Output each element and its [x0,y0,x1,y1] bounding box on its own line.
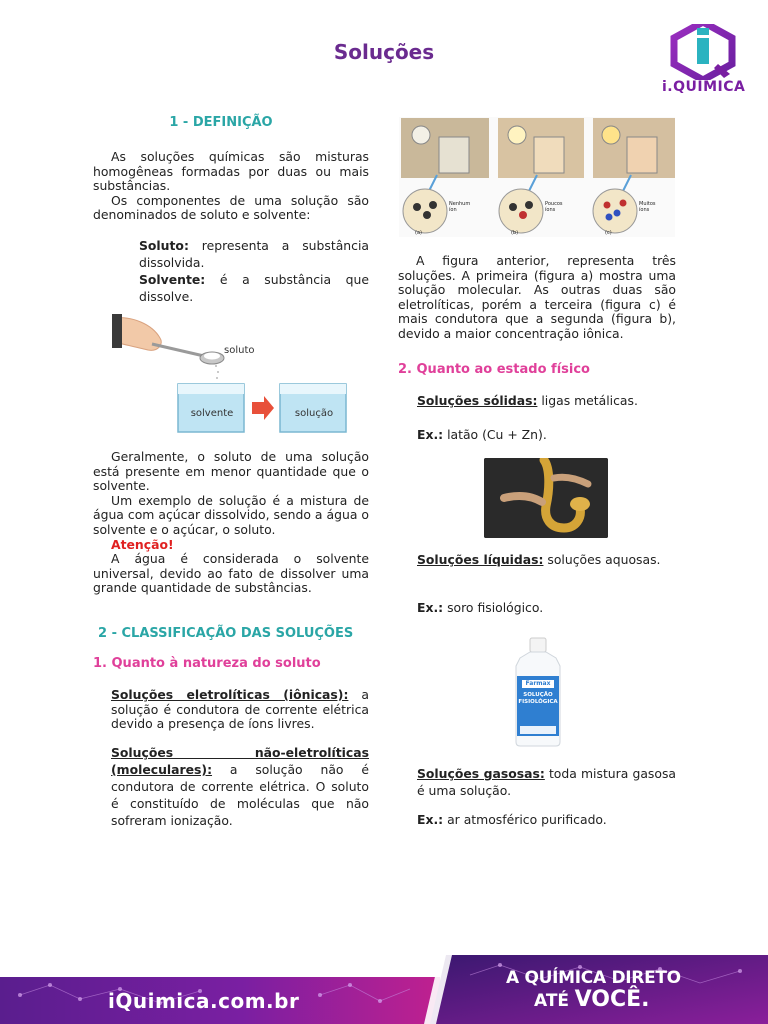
saxophone-image [484,458,608,538]
solidas-example: Ex.: latão (Cu + Zn). [417,426,547,442]
atencao-label: Atenção! [111,536,174,552]
liquidas-definition: Soluções líquidas: soluções aquosas. [417,552,661,567]
liquidas-example: Ex.: soro fisiológico. [417,600,544,615]
subsection1-title: 1. Quanto à natureza do soluto [93,656,321,671]
paragraph-figura: A figura anterior, representa três soluções. A primeira (figura a) mostra uma solução molecular. As outras duas são eletrolíticas, porém a terceira (figura c) é mais condutora que a segunda (figura b), devido a maior concentração iônica. [398,253,676,341]
bottle-label-line1: SOLUÇÃO [523,692,553,698]
footer-slogan-line2: ATÉ VOCÊ. [534,987,650,1012]
fig-label-a: (a) [415,230,422,236]
solucao-label: solução [294,408,334,419]
bottle-label-line2: FISIOLÓGICA [518,699,558,705]
ion-label-c: Muitos íons [639,201,656,213]
gasosas-definition: Soluções gasosas: toda mistura gasosa é uma solução. [417,766,677,798]
solvente-label: solvente [190,408,234,419]
ion-label-a: Nenhum íon [449,201,471,213]
solution-formation-figure [112,314,358,436]
intro-paragraph-1: As soluções químicas são misturas homogêneas formadas por duas ou mais substâncias. [93,149,369,194]
footer-slogan-line1: A QUÍMICA DIRETO [506,968,681,988]
gasosas-example: Ex.: ar atmosférico purificado. [417,812,607,827]
page-title: Soluções [333,40,435,64]
paragraph-agua: A água é considerada o solvente universal, devido ao fato de dissolver uma grande quantidade de substâncias. [93,551,369,596]
saline-bottle-image [508,636,568,748]
intro-paragraph-2: Os componentes de uma solução são denominados de soluto e solvente: [93,192,369,223]
nao-eletroliticas-definition: Soluções não-eletrolíticas (moleculares): a solução não é condutora de corrente elétrica. O soluto é constituído de moléculas que não sofreram ionização. [111,744,369,828]
solidas-definition: Soluções sólidas: ligas metálicas. [417,393,638,408]
solvente-definition: Solvente: é a substância que dissolve. [139,272,369,304]
section1-title: 1 - DEFINIÇÃO [169,115,273,130]
ion-label-b: Poucos íons [545,201,563,213]
soluto-label: soluto [224,345,255,356]
eletroliticas-definition: Soluções eletrolíticas (iônicas): a solução é condutora de corrente elétrica devido a presença de íons livres. [111,687,369,732]
footer-site-link[interactable]: iQuimica.com.br [108,989,300,1013]
subsection2-title: 2. Quanto ao estado físico [398,362,590,377]
fig-label-c: (c) [605,230,612,236]
fig-label-b: (b) [511,230,519,236]
paragraph-geralmente: Geralmente, o soluto de uma solução está presente em menor quantidade que o solvente. [93,449,369,494]
conductivity-figure [399,117,675,237]
paragraph-exemplo: Um exemplo de solução é a mistura de água com açúcar dissolvido, sendo a água o solvente e o açúcar, o soluto. [93,492,369,537]
bottle-brand: Farmax [525,680,551,687]
footer-banner [0,955,768,1024]
logo-text: i.QUÍMICA [662,79,746,95]
section2-title: 2 - CLASSIFICAÇÃO DAS SOLUÇÕES [98,626,354,641]
soluto-definition: Soluto: representa a substância dissolvida. [139,238,369,270]
